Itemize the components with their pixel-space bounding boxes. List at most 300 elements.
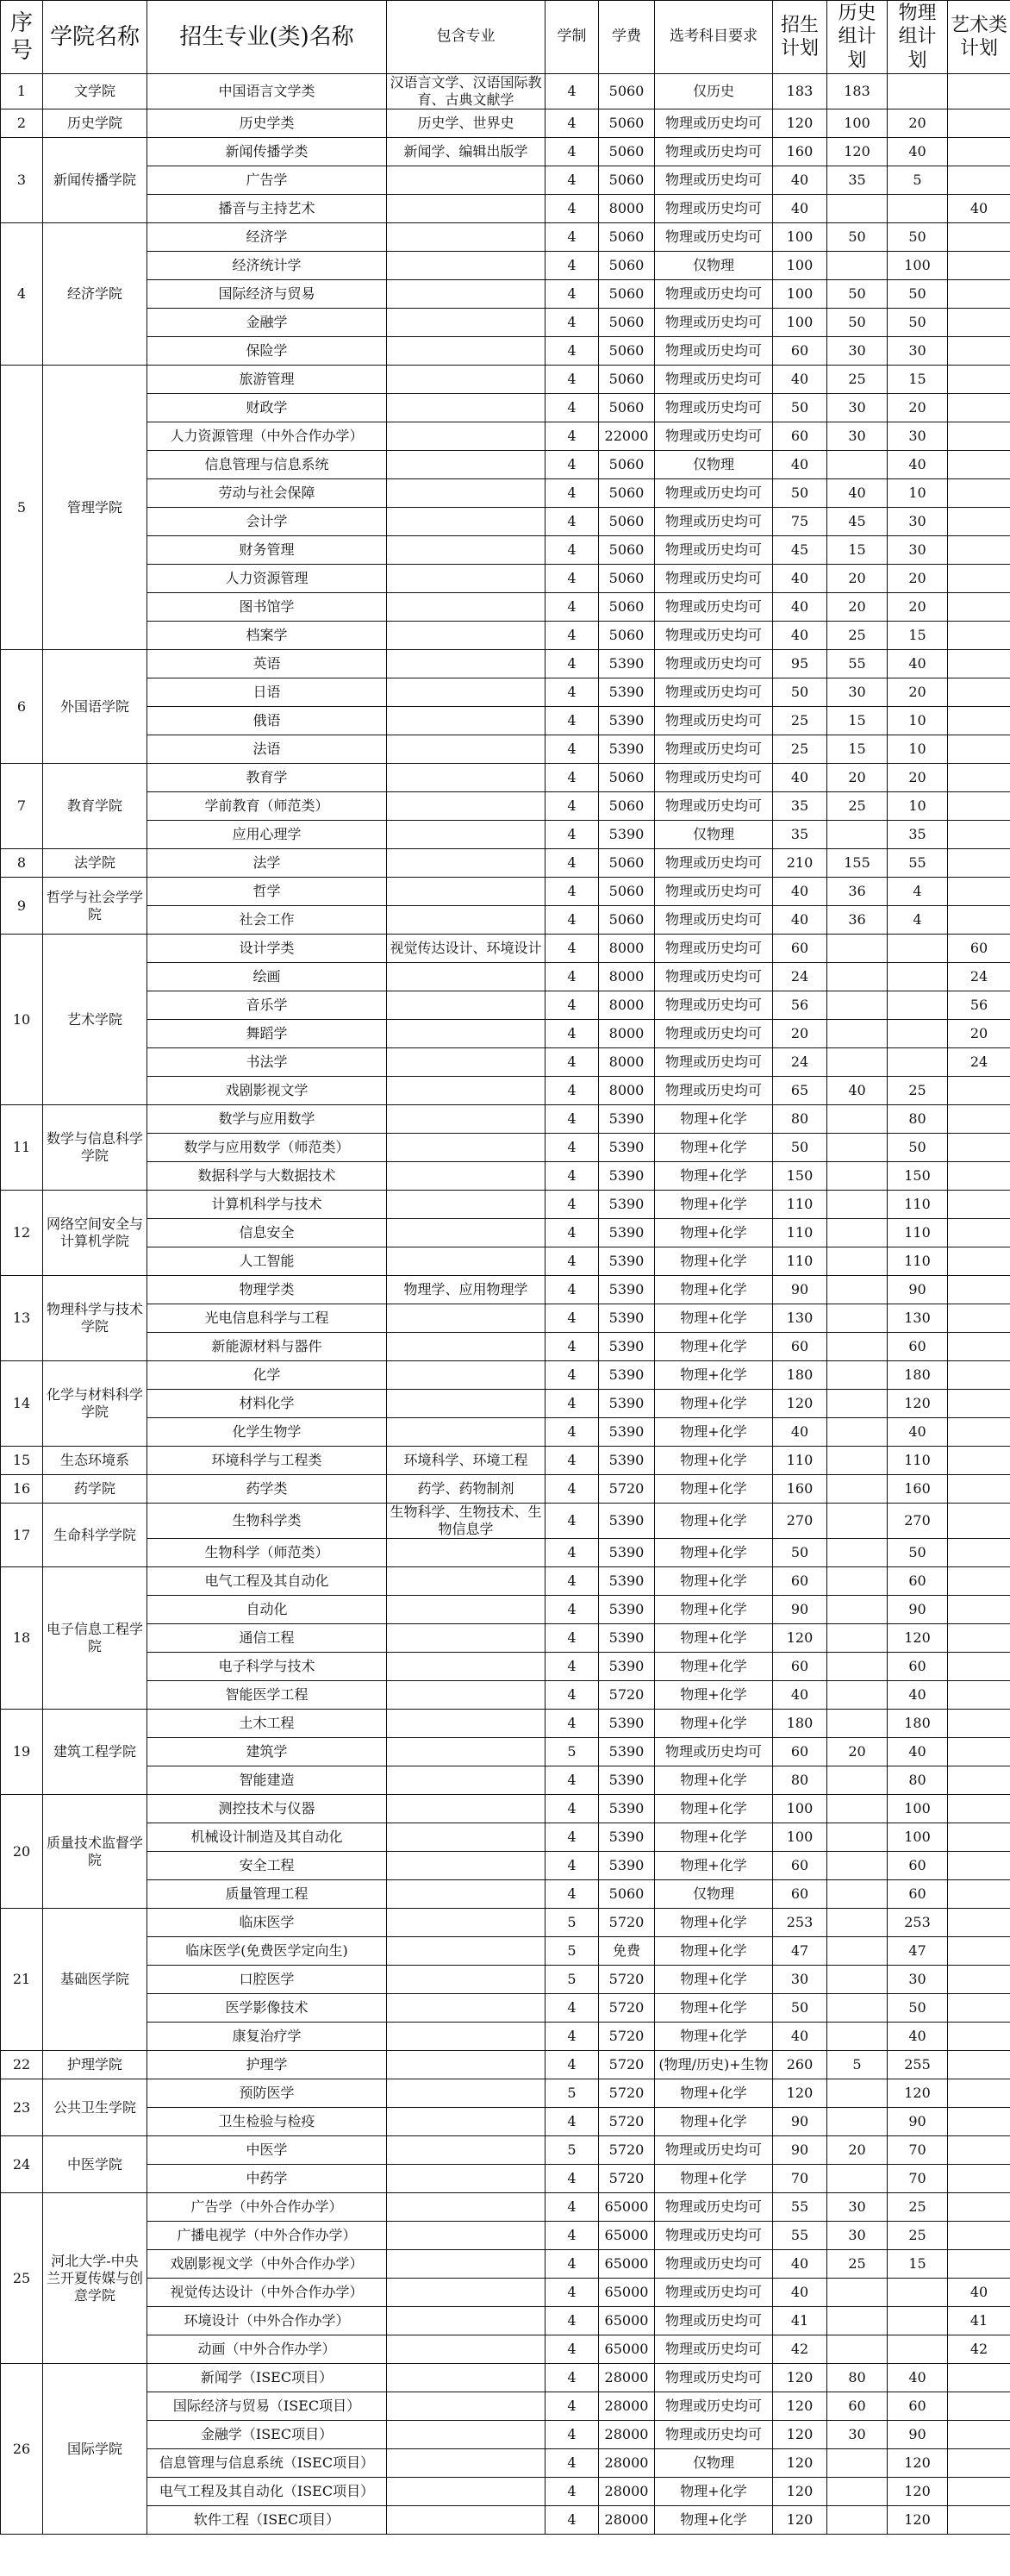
plan-physics: 90 — [888, 2421, 948, 2449]
years: 4 — [546, 2222, 599, 2250]
included-majors — [387, 1596, 546, 1624]
years: 4 — [546, 2108, 599, 2136]
row-index: 25 — [1, 2193, 43, 2364]
table-row — [1, 2108, 1010, 2136]
subject-requirement: 物理或历史均可 — [655, 764, 773, 792]
plan-art — [948, 1852, 1010, 1880]
major-name: 通信工程 — [147, 1624, 387, 1653]
plan-total: 110 — [773, 1191, 827, 1219]
tuition: 5060 — [599, 309, 655, 337]
major-name: 测控技术与仪器 — [147, 1795, 387, 1823]
row-index: 17 — [1, 1504, 43, 1567]
table-row — [1, 2222, 1010, 2250]
tuition: 5390 — [599, 1823, 655, 1852]
plan-physics: 47 — [888, 1937, 948, 1966]
plan-total: 100 — [773, 309, 827, 337]
plan-total: 100 — [773, 252, 827, 280]
subject-requirement: 物理或历史均可 — [655, 906, 773, 935]
college-name: 哲学与社会学学院 — [43, 878, 147, 935]
subject-requirement: 物理或历史均可 — [655, 109, 773, 138]
college-name: 经济学院 — [43, 223, 147, 366]
plan-history: 50 — [827, 223, 888, 252]
tuition: 5390 — [599, 1447, 655, 1475]
plan-art — [948, 2108, 1010, 2136]
table-row — [1, 2421, 1010, 2449]
plan-physics — [888, 935, 948, 963]
years: 4 — [546, 1795, 599, 1823]
table-row — [1, 792, 1010, 821]
plan-art — [948, 764, 1010, 792]
years: 4 — [546, 2307, 599, 2335]
plan-history — [827, 451, 888, 479]
table-row — [1, 1247, 1010, 1276]
included-majors — [387, 1710, 546, 1738]
plan-physics: 20 — [888, 565, 948, 593]
included-majors — [387, 1077, 546, 1105]
plan-history: 35 — [827, 166, 888, 195]
tuition: 5720 — [599, 2079, 655, 2108]
table-row — [1, 252, 1010, 280]
tuition: 5060 — [599, 252, 655, 280]
table-row — [1, 1219, 1010, 1247]
tuition: 5390 — [599, 678, 655, 707]
included-majors — [387, 252, 546, 280]
subject-requirement: 物理或历史均可 — [655, 2307, 773, 2335]
subject-requirement: 仅物理 — [655, 2449, 773, 2478]
row-index: 20 — [1, 1795, 43, 1909]
plan-history: 25 — [827, 622, 888, 650]
plan-history — [827, 1361, 888, 1390]
tuition: 5390 — [599, 1504, 655, 1539]
plan-art — [948, 792, 1010, 821]
plan-history — [827, 935, 888, 963]
plan-art — [948, 650, 1010, 678]
plan-total: 60 — [773, 337, 827, 366]
plan-art — [948, 337, 1010, 366]
plan-total: 120 — [773, 2392, 827, 2421]
plan-physics: 20 — [888, 593, 948, 622]
table-row — [1, 1020, 1010, 1048]
years: 4 — [546, 821, 599, 849]
tuition: 5390 — [599, 1162, 655, 1191]
included-majors — [387, 2222, 546, 2250]
major-name: 新闻传播学类 — [147, 138, 387, 166]
major-name: 图书馆学 — [147, 593, 387, 622]
included-majors — [387, 1020, 546, 1048]
major-name: 应用心理学 — [147, 821, 387, 849]
plan-history: 20 — [827, 2136, 888, 2165]
tuition: 65000 — [599, 2250, 655, 2279]
plan-physics: 60 — [888, 1880, 948, 1909]
years: 4 — [546, 508, 599, 536]
plan-art — [948, 252, 1010, 280]
years: 4 — [546, 792, 599, 821]
plan-total: 70 — [773, 2165, 827, 2193]
subject-requirement: 物理+化学 — [655, 1304, 773, 1333]
subject-requirement: 物理或历史均可 — [655, 2250, 773, 2279]
table-row — [1, 906, 1010, 935]
tuition: 5720 — [599, 1966, 655, 1994]
years: 4 — [546, 1823, 599, 1852]
years: 4 — [546, 678, 599, 707]
plan-history: 120 — [827, 138, 888, 166]
major-name: 口腔医学 — [147, 1966, 387, 1994]
subject-requirement: 物理+化学 — [655, 1219, 773, 1247]
included-majors: 视觉传达设计、环境设计 — [387, 935, 546, 963]
table-row — [1, 2364, 1010, 2392]
table-row — [1, 2335, 1010, 2364]
plan-total: 100 — [773, 1795, 827, 1823]
included-majors — [387, 309, 546, 337]
plan-total: 25 — [773, 707, 827, 735]
row-index: 3 — [1, 138, 43, 223]
tuition: 5390 — [599, 1539, 655, 1567]
plan-art — [948, 138, 1010, 166]
tuition: 28000 — [599, 2478, 655, 2506]
included-majors — [387, 991, 546, 1020]
major-name: 中药学 — [147, 2165, 387, 2193]
major-name: 物理学类 — [147, 1276, 387, 1304]
included-majors — [387, 906, 546, 935]
table-row — [1, 878, 1010, 906]
major-name: 人力资源管理（中外合作办学） — [147, 422, 387, 451]
plan-total: 50 — [773, 678, 827, 707]
major-name: 戏剧影视文学 — [147, 1077, 387, 1105]
included-majors — [387, 878, 546, 906]
major-name: 书法学 — [147, 1048, 387, 1077]
included-majors — [387, 2165, 546, 2193]
major-name: 金融学（ISEC项目） — [147, 2421, 387, 2449]
row-index: 4 — [1, 223, 43, 366]
subject-requirement: 物理或历史均可 — [655, 479, 773, 508]
major-name: 中医学 — [147, 2136, 387, 2165]
tuition: 5390 — [599, 1333, 655, 1361]
plan-total: 42 — [773, 2335, 827, 2364]
plan-art — [948, 2392, 1010, 2421]
subject-requirement: 物理或历史均可 — [655, 2222, 773, 2250]
table-row — [1, 280, 1010, 309]
tuition: 28000 — [599, 2364, 655, 2392]
tuition: 28000 — [599, 2506, 655, 2535]
plan-total: 25 — [773, 735, 827, 764]
plan-history: 15 — [827, 707, 888, 735]
college-name: 质量技术监督学院 — [43, 1795, 147, 1909]
plan-art — [948, 2193, 1010, 2222]
plan-total: 120 — [773, 2364, 827, 2392]
table-row — [1, 565, 1010, 593]
years: 4 — [546, 366, 599, 394]
college-name: 中医学院 — [43, 2136, 147, 2193]
plan-art — [948, 1738, 1010, 1766]
college-name: 基础医学院 — [43, 1909, 147, 2051]
college-name: 教育学院 — [43, 764, 147, 849]
plan-art — [948, 508, 1010, 536]
major-name: 电子科学与技术 — [147, 1653, 387, 1681]
years: 4 — [546, 2478, 599, 2506]
years: 4 — [546, 1304, 599, 1333]
plan-physics: 15 — [888, 366, 948, 394]
tuition: 8000 — [599, 935, 655, 963]
included-majors — [387, 678, 546, 707]
plan-art — [948, 2478, 1010, 2506]
plan-total: 100 — [773, 1823, 827, 1852]
plan-total: 60 — [773, 1880, 827, 1909]
included-majors — [387, 764, 546, 792]
plan-total: 35 — [773, 821, 827, 849]
table-row — [1, 963, 1010, 991]
included-majors: 生物科学、生物技术、生物信息学 — [387, 1504, 546, 1539]
included-majors: 药学、药物制剂 — [387, 1475, 546, 1504]
subject-requirement: 物理+化学 — [655, 1447, 773, 1475]
plan-physics: 180 — [888, 1710, 948, 1738]
tuition: 28000 — [599, 2449, 655, 2478]
plan-total: 180 — [773, 1361, 827, 1390]
table-row — [1, 1191, 1010, 1219]
subject-requirement: 物理或历史均可 — [655, 2136, 773, 2165]
plan-art — [948, 1077, 1010, 1105]
subject-requirement: 物理+化学 — [655, 1567, 773, 1596]
included-majors — [387, 622, 546, 650]
major-name: 广播电视学（中外合作办学） — [147, 2222, 387, 2250]
plan-art: 40 — [948, 195, 1010, 223]
plan-physics: 50 — [888, 1994, 948, 2023]
plan-physics: 60 — [888, 1333, 948, 1361]
college-name: 文学院 — [43, 74, 147, 109]
years: 4 — [546, 650, 599, 678]
major-name: 材料化学 — [147, 1390, 387, 1418]
plan-history — [827, 1766, 888, 1795]
plan-total: 50 — [773, 394, 827, 422]
included-majors — [387, 508, 546, 536]
years: 4 — [546, 2193, 599, 2222]
plan-art — [948, 2165, 1010, 2193]
plan-physics: 255 — [888, 2051, 948, 2079]
years: 4 — [546, 963, 599, 991]
years: 4 — [546, 109, 599, 138]
included-majors — [387, 451, 546, 479]
subject-requirement: 物理+化学 — [655, 1596, 773, 1624]
subject-requirement: 物理+化学 — [655, 1390, 773, 1418]
included-majors — [387, 422, 546, 451]
subject-requirement: 物理+化学 — [655, 1624, 773, 1653]
table-row — [1, 1937, 1010, 1966]
tuition: 5720 — [599, 1475, 655, 1504]
table-row — [1, 821, 1010, 849]
major-name: 保险学 — [147, 337, 387, 366]
included-majors — [387, 1624, 546, 1653]
tuition: 5060 — [599, 394, 655, 422]
plan-art — [948, 2222, 1010, 2250]
plan-history — [827, 2307, 888, 2335]
subject-requirement: 物理或历史均可 — [655, 1020, 773, 1048]
plan-art — [948, 309, 1010, 337]
years: 4 — [546, 1539, 599, 1567]
table-row — [1, 1361, 1010, 1390]
plan-total: 50 — [773, 1539, 827, 1567]
tuition: 5060 — [599, 74, 655, 109]
major-name: 人工智能 — [147, 1247, 387, 1276]
plan-history — [827, 1966, 888, 1994]
plan-history: 60 — [827, 2392, 888, 2421]
plan-history — [827, 1994, 888, 2023]
included-majors — [387, 1909, 546, 1937]
plan-total: 75 — [773, 508, 827, 536]
plan-art — [948, 422, 1010, 451]
major-name: 建筑学 — [147, 1738, 387, 1766]
subject-requirement: 物理或历史均可 — [655, 1048, 773, 1077]
row-index: 23 — [1, 2079, 43, 2136]
plan-physics: 10 — [888, 479, 948, 508]
plan-art: 41 — [948, 2307, 1010, 2335]
table-row — [1, 1390, 1010, 1418]
years: 4 — [546, 1852, 599, 1880]
table-row — [1, 1966, 1010, 1994]
plan-history — [827, 1105, 888, 1134]
plan-physics — [888, 74, 948, 109]
major-name: 智能建造 — [147, 1766, 387, 1795]
table-row — [1, 935, 1010, 963]
table-row — [1, 2478, 1010, 2506]
header-major: 招生专业(类)名称 — [147, 1, 387, 74]
tuition: 5060 — [599, 536, 655, 565]
years: 4 — [546, 2335, 599, 2364]
years: 5 — [546, 1738, 599, 1766]
plan-total: 40 — [773, 878, 827, 906]
years: 4 — [546, 1020, 599, 1048]
plan-total: 60 — [773, 422, 827, 451]
row-index: 11 — [1, 1105, 43, 1191]
tuition: 5060 — [599, 764, 655, 792]
plan-history: 30 — [827, 394, 888, 422]
included-majors — [387, 963, 546, 991]
plan-total: 50 — [773, 479, 827, 508]
plan-history: 20 — [827, 764, 888, 792]
major-name: 数据科学与大数据技术 — [147, 1162, 387, 1191]
plan-history — [827, 1219, 888, 1247]
plan-total: 120 — [773, 2506, 827, 2535]
years: 4 — [546, 849, 599, 878]
tuition: 5390 — [599, 1418, 655, 1447]
major-name: 化学 — [147, 1361, 387, 1390]
tuition: 65000 — [599, 2307, 655, 2335]
plan-art — [948, 1653, 1010, 1681]
plan-history — [827, 1390, 888, 1418]
included-majors: 物理学、应用物理学 — [387, 1276, 546, 1304]
plan-physics: 70 — [888, 2136, 948, 2165]
years: 4 — [546, 1418, 599, 1447]
row-index: 16 — [1, 1475, 43, 1504]
subject-requirement: 物理+化学 — [655, 1539, 773, 1567]
plan-history: 100 — [827, 109, 888, 138]
table-row — [1, 309, 1010, 337]
plan-total: 20 — [773, 1020, 827, 1048]
plan-total: 150 — [773, 1162, 827, 1191]
table-row — [1, 1567, 1010, 1596]
years: 4 — [546, 2449, 599, 2478]
plan-physics — [888, 1020, 948, 1048]
plan-total: 110 — [773, 1247, 827, 1276]
plan-physics: 55 — [888, 849, 948, 878]
plan-art — [948, 593, 1010, 622]
years: 4 — [546, 138, 599, 166]
plan-physics: 90 — [888, 2108, 948, 2136]
included-majors — [387, 280, 546, 309]
tuition: 5390 — [599, 650, 655, 678]
college-name: 公共卫生学院 — [43, 2079, 147, 2136]
subject-requirement: 物理+化学 — [655, 1823, 773, 1852]
tuition: 5060 — [599, 280, 655, 309]
plan-art — [948, 1766, 1010, 1795]
college-name: 管理学院 — [43, 366, 147, 650]
years: 5 — [546, 1937, 599, 1966]
table-row — [1, 536, 1010, 565]
table-row — [1, 223, 1010, 252]
header-plan-physics: 物理组计划 — [888, 1, 948, 74]
plan-history: 5 — [827, 2051, 888, 2079]
college-name: 建筑工程学院 — [43, 1710, 147, 1795]
plan-history — [827, 2449, 888, 2478]
row-index: 19 — [1, 1710, 43, 1795]
years: 4 — [546, 1475, 599, 1504]
subject-requirement: 物理或历史均可 — [655, 792, 773, 821]
college-name: 艺术学院 — [43, 935, 147, 1105]
row-index: 5 — [1, 366, 43, 650]
plan-art — [948, 1795, 1010, 1823]
years: 4 — [546, 1880, 599, 1909]
years: 4 — [546, 1766, 599, 1795]
table-row — [1, 849, 1010, 878]
plan-history — [827, 2108, 888, 2136]
table-row — [1, 1795, 1010, 1823]
subject-requirement: 仅物理 — [655, 1880, 773, 1909]
subject-requirement: 物理或历史均可 — [655, 963, 773, 991]
plan-physics: 10 — [888, 707, 948, 735]
tuition: 65000 — [599, 2335, 655, 2364]
plan-physics: 50 — [888, 223, 948, 252]
college-name: 数学与信息科学学院 — [43, 1105, 147, 1191]
years: 4 — [546, 1681, 599, 1710]
subject-requirement: 物理或历史均可 — [655, 2421, 773, 2449]
years: 4 — [546, 2364, 599, 2392]
tuition: 5720 — [599, 1681, 655, 1710]
years: 5 — [546, 2079, 599, 2108]
years: 4 — [546, 1447, 599, 1475]
years: 4 — [546, 1624, 599, 1653]
major-name: 绘画 — [147, 963, 387, 991]
plan-total: 60 — [773, 935, 827, 963]
included-majors — [387, 1937, 546, 1966]
tuition: 5390 — [599, 1624, 655, 1653]
plan-total: 120 — [773, 2421, 827, 2449]
major-name: 哲学 — [147, 878, 387, 906]
table-row — [1, 1596, 1010, 1624]
plan-total: 120 — [773, 2079, 827, 2108]
major-name: 学前教育（师范类） — [147, 792, 387, 821]
major-name: 旅游管理 — [147, 366, 387, 394]
years: 4 — [546, 707, 599, 735]
included-majors — [387, 223, 546, 252]
major-name: 预防医学 — [147, 2079, 387, 2108]
subject-requirement: 物理+化学 — [655, 1994, 773, 2023]
plan-art — [948, 707, 1010, 735]
major-name: 电气工程及其自动化 — [147, 1567, 387, 1596]
major-name: 安全工程 — [147, 1852, 387, 1880]
plan-physics: 5 — [888, 166, 948, 195]
tuition: 65000 — [599, 2279, 655, 2307]
plan-physics: 4 — [888, 906, 948, 935]
subject-requirement: 物理+化学 — [655, 2506, 773, 2535]
plan-art — [948, 1304, 1010, 1333]
